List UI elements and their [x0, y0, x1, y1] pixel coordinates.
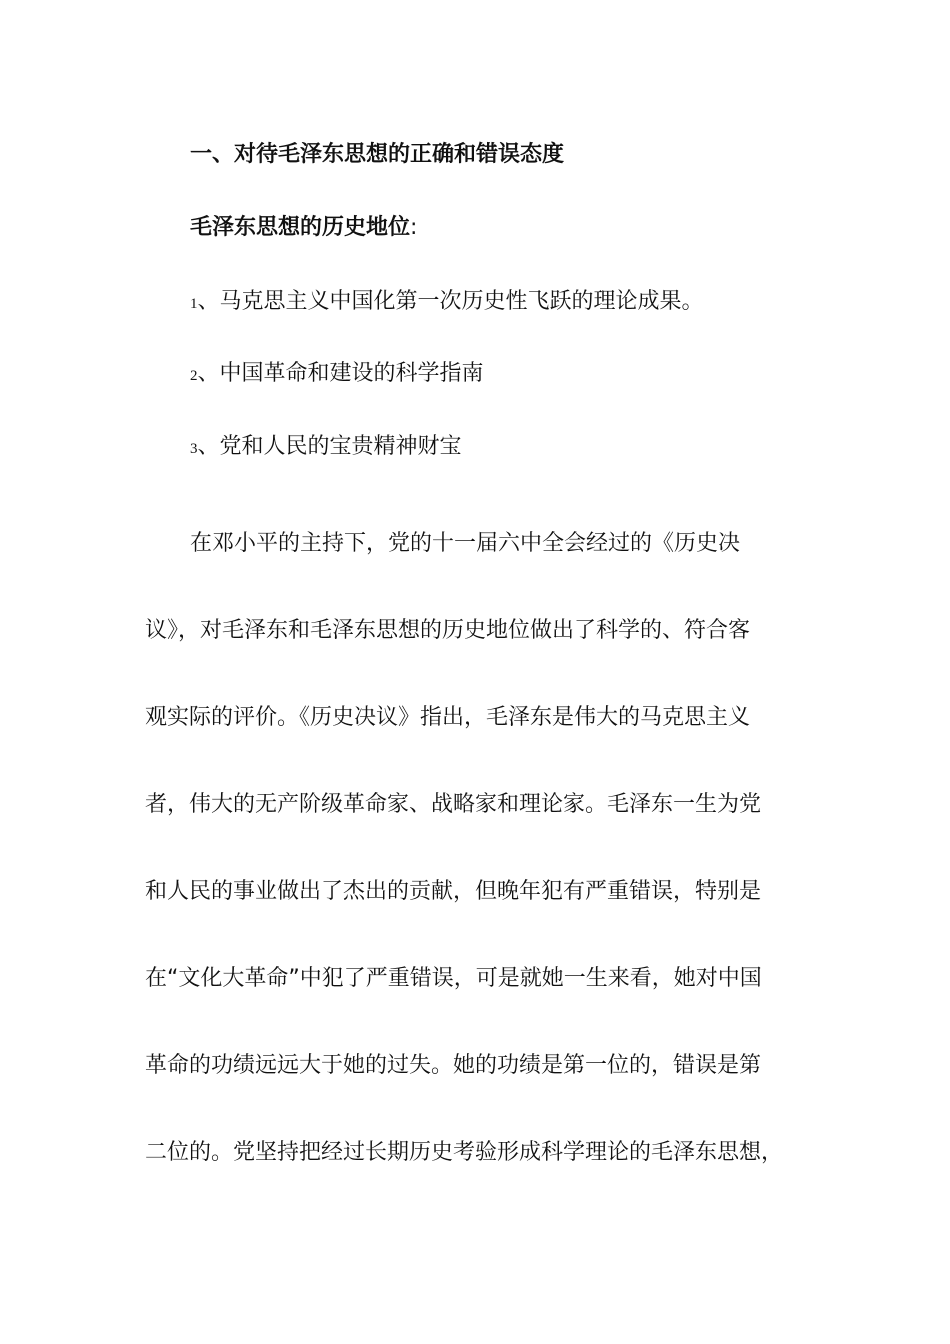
list-item-number: 2: [190, 368, 198, 384]
paragraph-line: 议》，对毛泽东和毛泽东思想的历史地位做出了科学的、符合客: [145, 618, 751, 643]
subsection-heading: [190, 210, 417, 241]
list-item: [190, 284, 704, 315]
paragraph-line: 者，伟大的无产阶级革命家、战略家和理论家。毛泽东一生为党: [145, 792, 762, 817]
list-item-number: 3: [190, 441, 198, 457]
paragraph-line: 革命的功绩远远大于她的过失。她的功绩是第一位的，错误是第: [145, 1053, 762, 1078]
paragraph-line: 在邓小平的主持下，党的十一届六中全会经过的《历史决: [190, 531, 741, 556]
section-heading: 一、对待毛泽东思想的正确和错误态度: [190, 142, 565, 167]
list-item-text: 马克思主义中国化第一次历史性飞跃的理论成果。: [219, 289, 704, 314]
list-item-separator: 、: [197, 434, 220, 459]
paragraph-line: 和人民的事业做出了杰出的贡献，但晚年犯有严重错误，特别是: [145, 879, 762, 904]
paragraph-line: 在“文化大革命”中犯了严重错误，可是就她一生来看，她对中国: [145, 966, 762, 991]
list-item-separator: 、: [197, 289, 220, 314]
subsection-heading-colon: :: [410, 215, 418, 240]
list-item-number: 1: [190, 296, 198, 312]
list-item-text: 中国革命和建设的科学指南: [219, 361, 484, 386]
list-item-text: 党和人民的宝贵精神财宝: [219, 434, 462, 459]
list-item: [190, 429, 462, 460]
paragraph-line: 二位的。党坚持把经过长期历史考验形成科学理论的毛泽东思想，: [145, 1140, 784, 1165]
subsection-heading-text: 毛泽东思想的历史地位: [190, 215, 411, 240]
list-item-separator: 、: [197, 361, 220, 386]
paragraph-line: 观实际的评价。《历史决议》指出，毛泽东是伟大的马克思主义: [145, 705, 751, 730]
list-item: [190, 356, 484, 387]
